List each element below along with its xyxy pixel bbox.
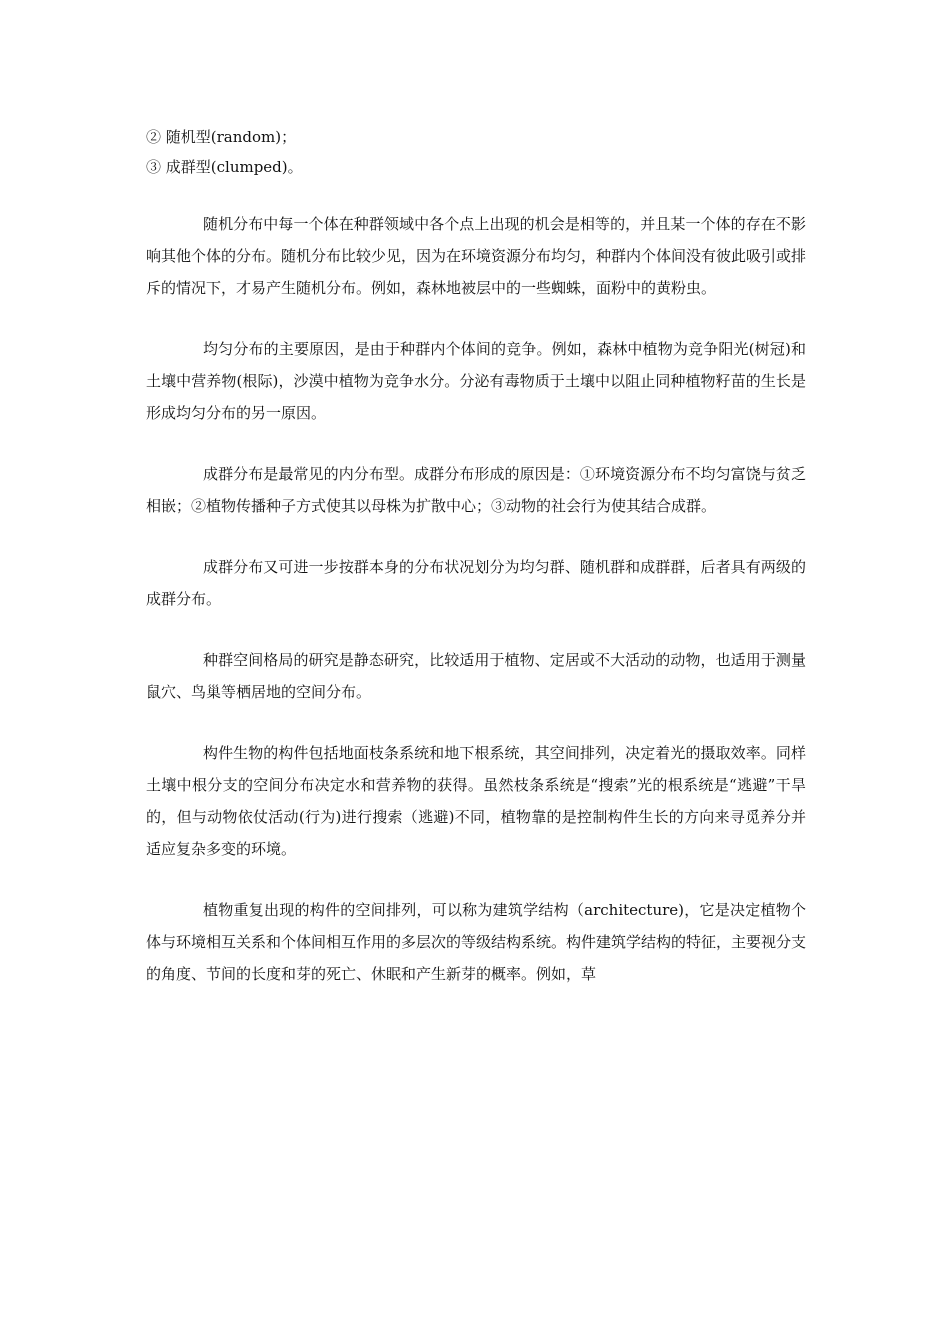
paragraph-plant-architecture: 植物重复出现的构件的空间排列，可以称为建筑学结构（architecture)，它是决定植物个体与环境相互关系和个体间相互作用的多层次的等级结构系统。构件建筑学结构的特征，主要视分支的角度、节间的长度和芽的死亡、休眠和产生新芽的概率。例如，草 bbox=[146, 901, 807, 983]
list-item-random: ② 随机型(random)； bbox=[146, 128, 297, 146]
paragraph-modular-organisms: 构件生物的构件包括地面枝条系统和地下根系统，其空间排列，决定着光的摄取效率。同样土壤中根分支的空间分布决定水和营养物的获得。虽然枝条系统是“搜索”光的根系统是“逃避”干旱的，但与动物依仗活动(行为)进行搜索（逃避)不同，植物靠的是控制构件生长的方向来寻觅养分并适应复杂多变的环境。 bbox=[146, 744, 806, 858]
paragraph-clumped-subtypes: 成群分布又可进一步按群本身的分布状况划分为均匀群、随机群和成群群，后者具有两级的成群分布。 bbox=[146, 558, 806, 608]
paragraph-random-distribution: 随机分布中每一个体在种群领域中各个点上出现的机会是相等的，并且某一个体的存在不影响其他个体的分布。随机分布比较少见，因为在环境资源分布均匀，种群内个体间没有彼此吸引或排斥的情况下，才易产生随机分布。例如，森林地被层中的一些蜘蛛，面粉中的黄粉虫。 bbox=[146, 215, 807, 297]
list-item-clumped: ③ 成群型(clumped)。 bbox=[146, 158, 303, 176]
paragraph-uniform-distribution: 均匀分布的主要原因，是由于种群内个体间的竞争。例如，森林中植物为竞争阳光(树冠)和土壤中营养物(根际)，沙漠中植物为竞争水分。分泌有毒物质于土壤中以阻止同种植物籽苗的生长是形成均匀分布的另一原因。 bbox=[146, 340, 806, 422]
document-body bbox=[146, 122, 806, 990]
paragraph-clumped-distribution: 成群分布是最常见的内分布型。成群分布形成的原因是：①环境资源分布不均匀富饶与贫乏相嵌；②植物传播种子方式使其以母株为扩散中心；③动物的社会行为使其结合成群。 bbox=[146, 465, 806, 515]
paragraph-spatial-pattern-study: 种群空间格局的研究是静态研究，比较适用于植物、定居或不大活动的动物，也适用于测量鼠穴、鸟巢等栖居地的空间分布。 bbox=[146, 651, 806, 701]
